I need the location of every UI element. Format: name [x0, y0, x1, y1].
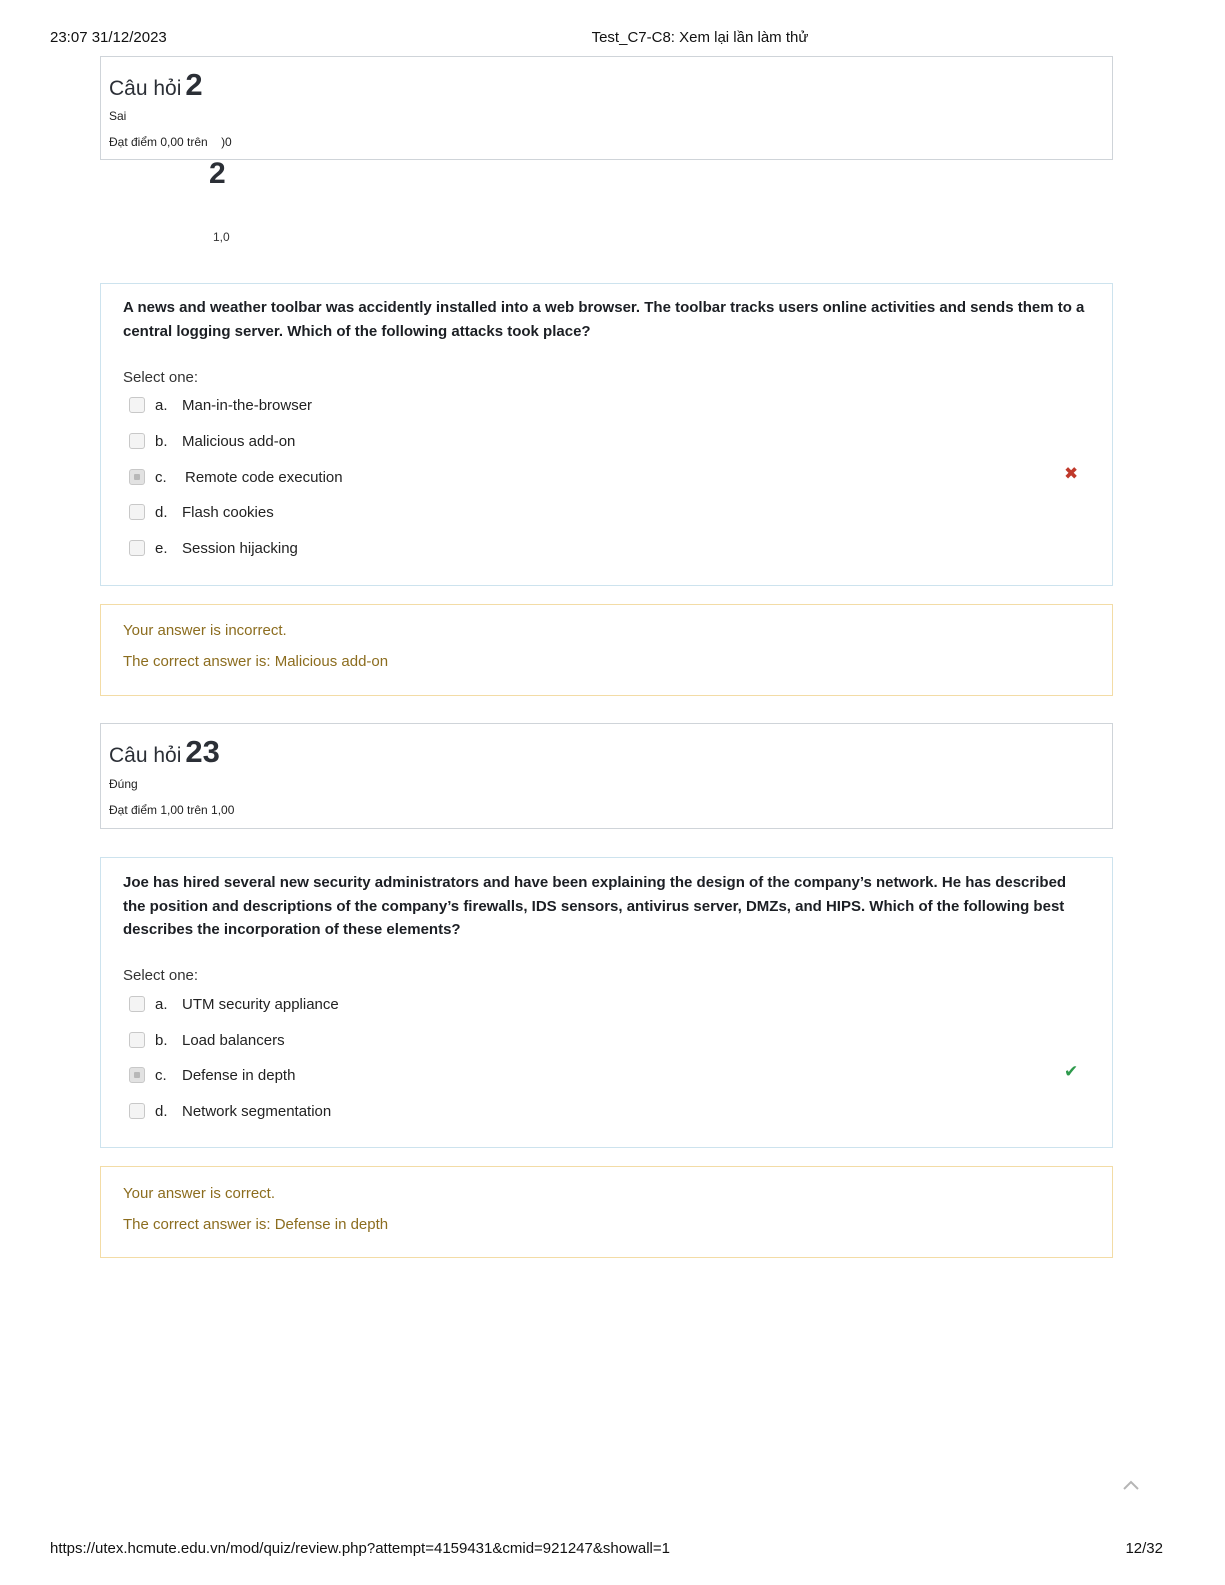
answer-text: Defense in depth — [182, 1066, 296, 1084]
question-22-content — [100, 283, 1113, 586]
answer-option-b[interactable] — [129, 1029, 285, 1051]
question-text: A news and weather toolbar was accidently installed into a web browser. The toolbar tracks users online activities and sends them to a central logging server. Which of the following attacks took place? — [123, 299, 1085, 340]
cross-icon: ✖ — [1064, 464, 1079, 483]
question-grade-tail: )0 — [221, 135, 232, 149]
radio-button[interactable] — [129, 1032, 145, 1048]
radio-button[interactable] — [129, 540, 145, 556]
question-label: Câu hỏi — [109, 744, 182, 767]
question-grade: Đạt điểm 1,00 trên 1,00 — [109, 803, 235, 817]
print-footer-url: https://utex.hcmute.edu.vn/mod/quiz/review.php?attempt=4159431&cmid=921247&showall=1 — [50, 1540, 670, 1557]
answer-option-e[interactable] — [129, 537, 298, 559]
question-number: 23 — [185, 734, 220, 769]
question-grade — [109, 135, 232, 149]
answer-text: Load balancers — [182, 1031, 285, 1049]
answer-letter: a. — [155, 396, 168, 414]
feedback-result: Your answer is correct. — [123, 1185, 276, 1202]
feedback-correct-answer: The correct answer is: Defense in depth — [123, 1216, 389, 1233]
question-22-feedback — [100, 604, 1113, 696]
answer-option-b[interactable] — [129, 430, 295, 452]
answer-option-a[interactable] — [129, 394, 312, 416]
answer-text: Malicious add-on — [182, 432, 296, 450]
answer-letter: c. — [155, 1066, 167, 1084]
chevron-up-icon[interactable] — [1122, 1476, 1140, 1494]
print-page-number: 12/32 — [1125, 1540, 1163, 1557]
answer-option-d[interactable] — [129, 501, 274, 523]
select-one-label: Select one: — [123, 967, 199, 984]
check-icon: ✔ — [1064, 1062, 1079, 1081]
answer-letter: b. — [155, 1031, 168, 1049]
feedback-result: Your answer is incorrect. — [123, 622, 287, 639]
question-23-content — [100, 857, 1113, 1148]
answer-text: Session hijacking — [182, 539, 298, 557]
question-label: Câu hỏi — [109, 77, 182, 100]
print-datetime: 23:07 31/12/2023 — [50, 29, 167, 46]
answer-letter: c. — [155, 468, 167, 486]
answer-text: Remote code execution — [185, 468, 343, 486]
radio-button-selected[interactable] — [129, 1067, 145, 1083]
question-text: Joe has hired several new security administrators and have been explaining the design of the company’s network. He has described the position and descriptions of the company’s firewalls, IDS sensors, antivirus server, DMZs, and HIPS. Which of the following best describes the incorporation of these elements? — [123, 874, 1067, 938]
question-grade-overflow: 1,0 — [213, 230, 230, 244]
answer-option-c[interactable] — [129, 1064, 295, 1086]
question-state: Đúng — [109, 777, 138, 791]
radio-button[interactable] — [129, 1103, 145, 1119]
question-state: Sai — [109, 109, 127, 123]
radio-button[interactable] — [129, 504, 145, 520]
question-22-heading — [109, 67, 203, 103]
answer-option-d[interactable] — [129, 1100, 331, 1122]
answer-letter: a. — [155, 995, 168, 1013]
answer-letter: b. — [155, 432, 168, 450]
answer-option-c[interactable] — [129, 466, 343, 488]
answer-option-a[interactable] — [129, 993, 339, 1015]
radio-button[interactable] — [129, 996, 145, 1012]
answer-letter: d. — [155, 503, 168, 521]
question-22-info — [100, 56, 1113, 160]
question-number: 2 — [185, 67, 203, 102]
radio-button-selected[interactable] — [129, 469, 145, 485]
radio-button[interactable] — [129, 433, 145, 449]
answer-text: Network segmentation — [182, 1102, 332, 1120]
answer-text: UTM security appliance — [182, 995, 339, 1013]
select-one-label: Select one: — [123, 369, 199, 386]
question-23-feedback — [100, 1166, 1113, 1258]
question-number-overflow: 2 — [209, 157, 226, 190]
radio-button[interactable] — [129, 397, 145, 413]
answer-text: Man-in-the-browser — [182, 396, 313, 414]
question-23-heading — [109, 734, 220, 770]
question-23-info — [100, 723, 1113, 829]
answer-letter: e. — [155, 539, 168, 557]
question-grade-text: Đạt điểm 0,00 trên — [109, 135, 208, 149]
answer-text: Flash cookies — [182, 503, 274, 521]
answer-letter: d. — [155, 1102, 168, 1120]
print-page-title: Test_C7-C8: Xem lại lần làm thử — [591, 29, 809, 46]
feedback-correct-answer: The correct answer is: Malicious add-on — [123, 653, 389, 670]
